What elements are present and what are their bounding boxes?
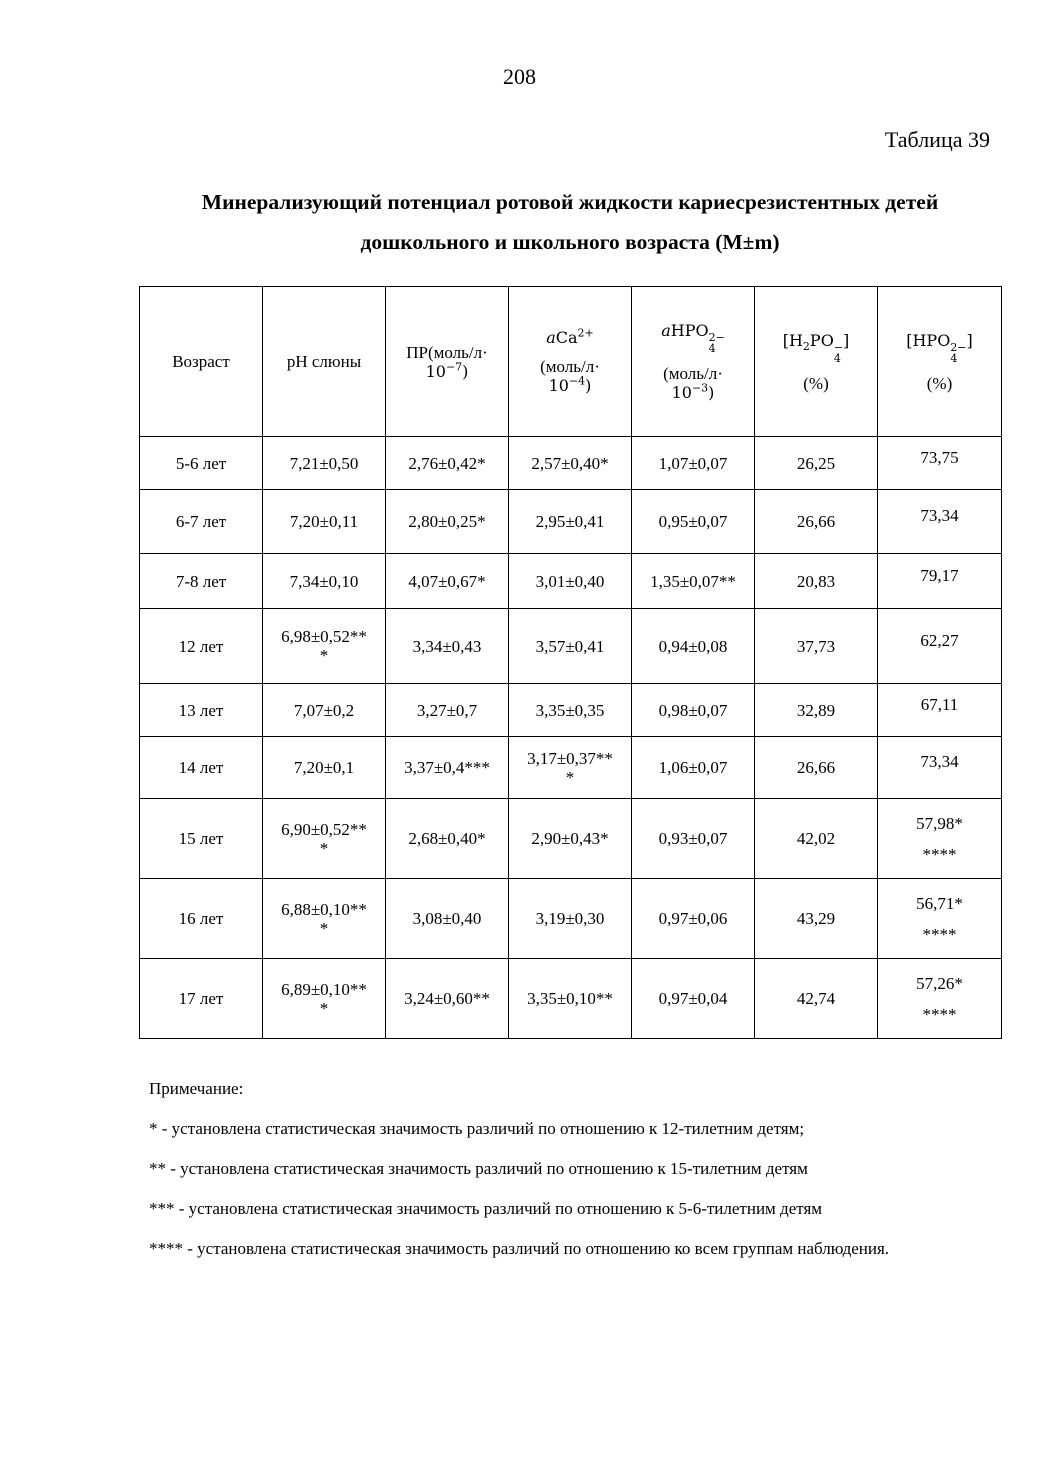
cell-h2po4: 20,83 <box>755 554 878 609</box>
cell-ph: 6,88±0,10** * <box>263 879 386 959</box>
header-h2po4-pct: (%) <box>803 373 829 393</box>
cell-hpo4: 67,11 <box>878 684 1002 737</box>
cell-ahpo: 0,97±0,06 <box>632 879 755 959</box>
cell-ahpo: 1,06±0,07 <box>632 737 755 799</box>
cell-ph: 6,98±0,52** * <box>263 609 386 684</box>
cell-hpo4: 73,34 <box>878 490 1002 554</box>
note-4: **** - установлена статистическая значимость различий по отношению ко всем группам наблюдения. <box>149 1239 890 1258</box>
cell-age: 13 лет <box>140 684 263 737</box>
cell-hpo4: 57,98* **** <box>878 799 1002 879</box>
cell-pr: 3,37±0,4*** <box>386 737 509 799</box>
table-row <box>140 609 1002 684</box>
cell-h2po4: 42,74 <box>755 959 878 1039</box>
table-title-line-2: дошкольного и школьного возраста (M±m) <box>360 230 780 254</box>
table-body <box>140 437 1002 1039</box>
table-row <box>140 959 1002 1039</box>
header-hpo4-percent <box>878 287 1002 437</box>
header-h2po4-percent <box>755 287 878 437</box>
cell-aca: 3,19±0,30 <box>509 879 632 959</box>
cell-age: 14 лет <box>140 737 263 799</box>
cell-hpo4: 79,17 <box>878 554 1002 609</box>
cell-ahpo: 1,35±0,07** <box>632 554 755 609</box>
cell-h2po4: 26,66 <box>755 737 878 799</box>
header-a-ca-symbol: aCa$^{2+}$ <box>546 326 594 347</box>
cell-pr: 2,68±0,40* <box>386 799 509 879</box>
table-row <box>140 684 1002 737</box>
cell-h2po4: 37,73 <box>755 609 878 684</box>
table-row <box>140 879 1002 959</box>
cell-ph: 7,07±0,2 <box>263 684 386 737</box>
header-hpo4-pct: (%) <box>926 373 953 393</box>
note-2: ** - установлена статистическая значимость различий по отношению к 15-тилетним детям <box>149 1159 808 1178</box>
cell-ph: 6,89±0,10** * <box>263 959 386 1039</box>
cell-aca: 2,57±0,40* <box>509 437 632 490</box>
header-age: Возраст <box>140 287 263 437</box>
cell-pr: 3,27±0,7 <box>386 684 509 737</box>
header-a-hpo4-symbol: aHPO 2− 4 <box>661 321 725 355</box>
table-row <box>140 490 1002 554</box>
cell-age: 7-8 лет <box>140 554 263 609</box>
cell-h2po4: 43,29 <box>755 879 878 959</box>
header-pr <box>386 287 509 437</box>
header-ph: pH слюны <box>263 287 386 437</box>
header-hpo4-symbol: [HPO 2− 4 ] <box>906 330 973 365</box>
data-table <box>139 286 1002 1039</box>
table-title <box>120 182 1020 262</box>
notes-heading: Примечание: <box>149 1079 244 1098</box>
cell-hpo4: 73,75 <box>878 437 1002 490</box>
cell-aca: 3,01±0,40 <box>509 554 632 609</box>
cell-aca: 3,57±0,41 <box>509 609 632 684</box>
cell-aca: 3,17±0,37** * <box>509 737 632 799</box>
cell-ahpo: 0,93±0,07 <box>632 799 755 879</box>
header-a-ca <box>509 287 632 437</box>
cell-age: 12 лет <box>140 609 263 684</box>
header-h2po4-symbol: [$H_2PO$ − 4 ] <box>782 330 850 365</box>
cell-pr: 3,08±0,40 <box>386 879 509 959</box>
cell-aca: 3,35±0,35 <box>509 684 632 737</box>
cell-ahpo: 0,95±0,07 <box>632 490 755 554</box>
cell-ph: 7,34±0,10 <box>263 554 386 609</box>
cell-pr: 2,76±0,42* <box>386 437 509 490</box>
header-pr-unit: $10^{-7}$) <box>425 360 469 381</box>
header-pr-label: ПР(моль/л· <box>406 342 488 362</box>
cell-ph: 7,20±0,11 <box>263 490 386 554</box>
table-label: Таблица 39 <box>884 127 990 152</box>
cell-h2po4: 32,89 <box>755 684 878 737</box>
cell-hpo4: 73,34 <box>878 737 1002 799</box>
table-row <box>140 737 1002 799</box>
cell-pr: 3,24±0,60** <box>386 959 509 1039</box>
table-row <box>140 554 1002 609</box>
header-a-ca-unit: (моль/л· <box>540 357 600 376</box>
cell-aca: 2,95±0,41 <box>509 490 632 554</box>
cell-ph: 7,21±0,50 <box>263 437 386 490</box>
cell-age: 17 лет <box>140 959 263 1039</box>
cell-hpo4: 56,71* **** <box>878 879 1002 959</box>
table-row <box>140 799 1002 879</box>
page-number: 208 <box>503 64 536 89</box>
header-a-hpo4-unit: (моль/л· <box>663 364 723 383</box>
cell-ph: 6,90±0,52** * <box>263 799 386 879</box>
header-row <box>140 287 1002 437</box>
header-a-hpo4 <box>632 287 755 437</box>
header-a-ca-exp: $10^{-4}$) <box>548 374 592 395</box>
cell-age: 5-6 лет <box>140 437 263 490</box>
cell-pr: 2,80±0,25* <box>386 490 509 554</box>
cell-hpo4: 57,26* **** <box>878 959 1002 1039</box>
cell-aca: 2,90±0,43* <box>509 799 632 879</box>
cell-ph: 7,20±0,1 <box>263 737 386 799</box>
table-title-line-1: Минерализующий потенциал ротовой жидкости кариесрезистентных детей <box>201 190 939 214</box>
cell-pr: 3,34±0,43 <box>386 609 509 684</box>
notes <box>149 1076 889 1276</box>
cell-h2po4: 26,66 <box>755 490 878 554</box>
cell-ahpo: 0,94±0,08 <box>632 609 755 684</box>
cell-h2po4: 42,02 <box>755 799 878 879</box>
cell-age: 16 лет <box>140 879 263 959</box>
cell-aca: 3,35±0,10** <box>509 959 632 1039</box>
header-a-hpo4-exp: $10^{-3}$) <box>671 381 715 402</box>
note-3: *** - установлена статистическая значимость различий по отношению к 5-6-тилетним детям <box>149 1199 823 1218</box>
note-1: * - установлена статистическая значимость различий по отношению к 12-тилетним детям; <box>149 1119 805 1138</box>
cell-age: 6-7 лет <box>140 490 263 554</box>
cell-hpo4: 62,27 <box>878 609 1002 684</box>
cell-ahpo: 1,07±0,07 <box>632 437 755 490</box>
cell-pr: 4,07±0,67* <box>386 554 509 609</box>
cell-h2po4: 26,25 <box>755 437 878 490</box>
cell-ahpo: 0,97±0,04 <box>632 959 755 1039</box>
table-row <box>140 437 1002 490</box>
cell-ahpo: 0,98±0,07 <box>632 684 755 737</box>
cell-age: 15 лет <box>140 799 263 879</box>
